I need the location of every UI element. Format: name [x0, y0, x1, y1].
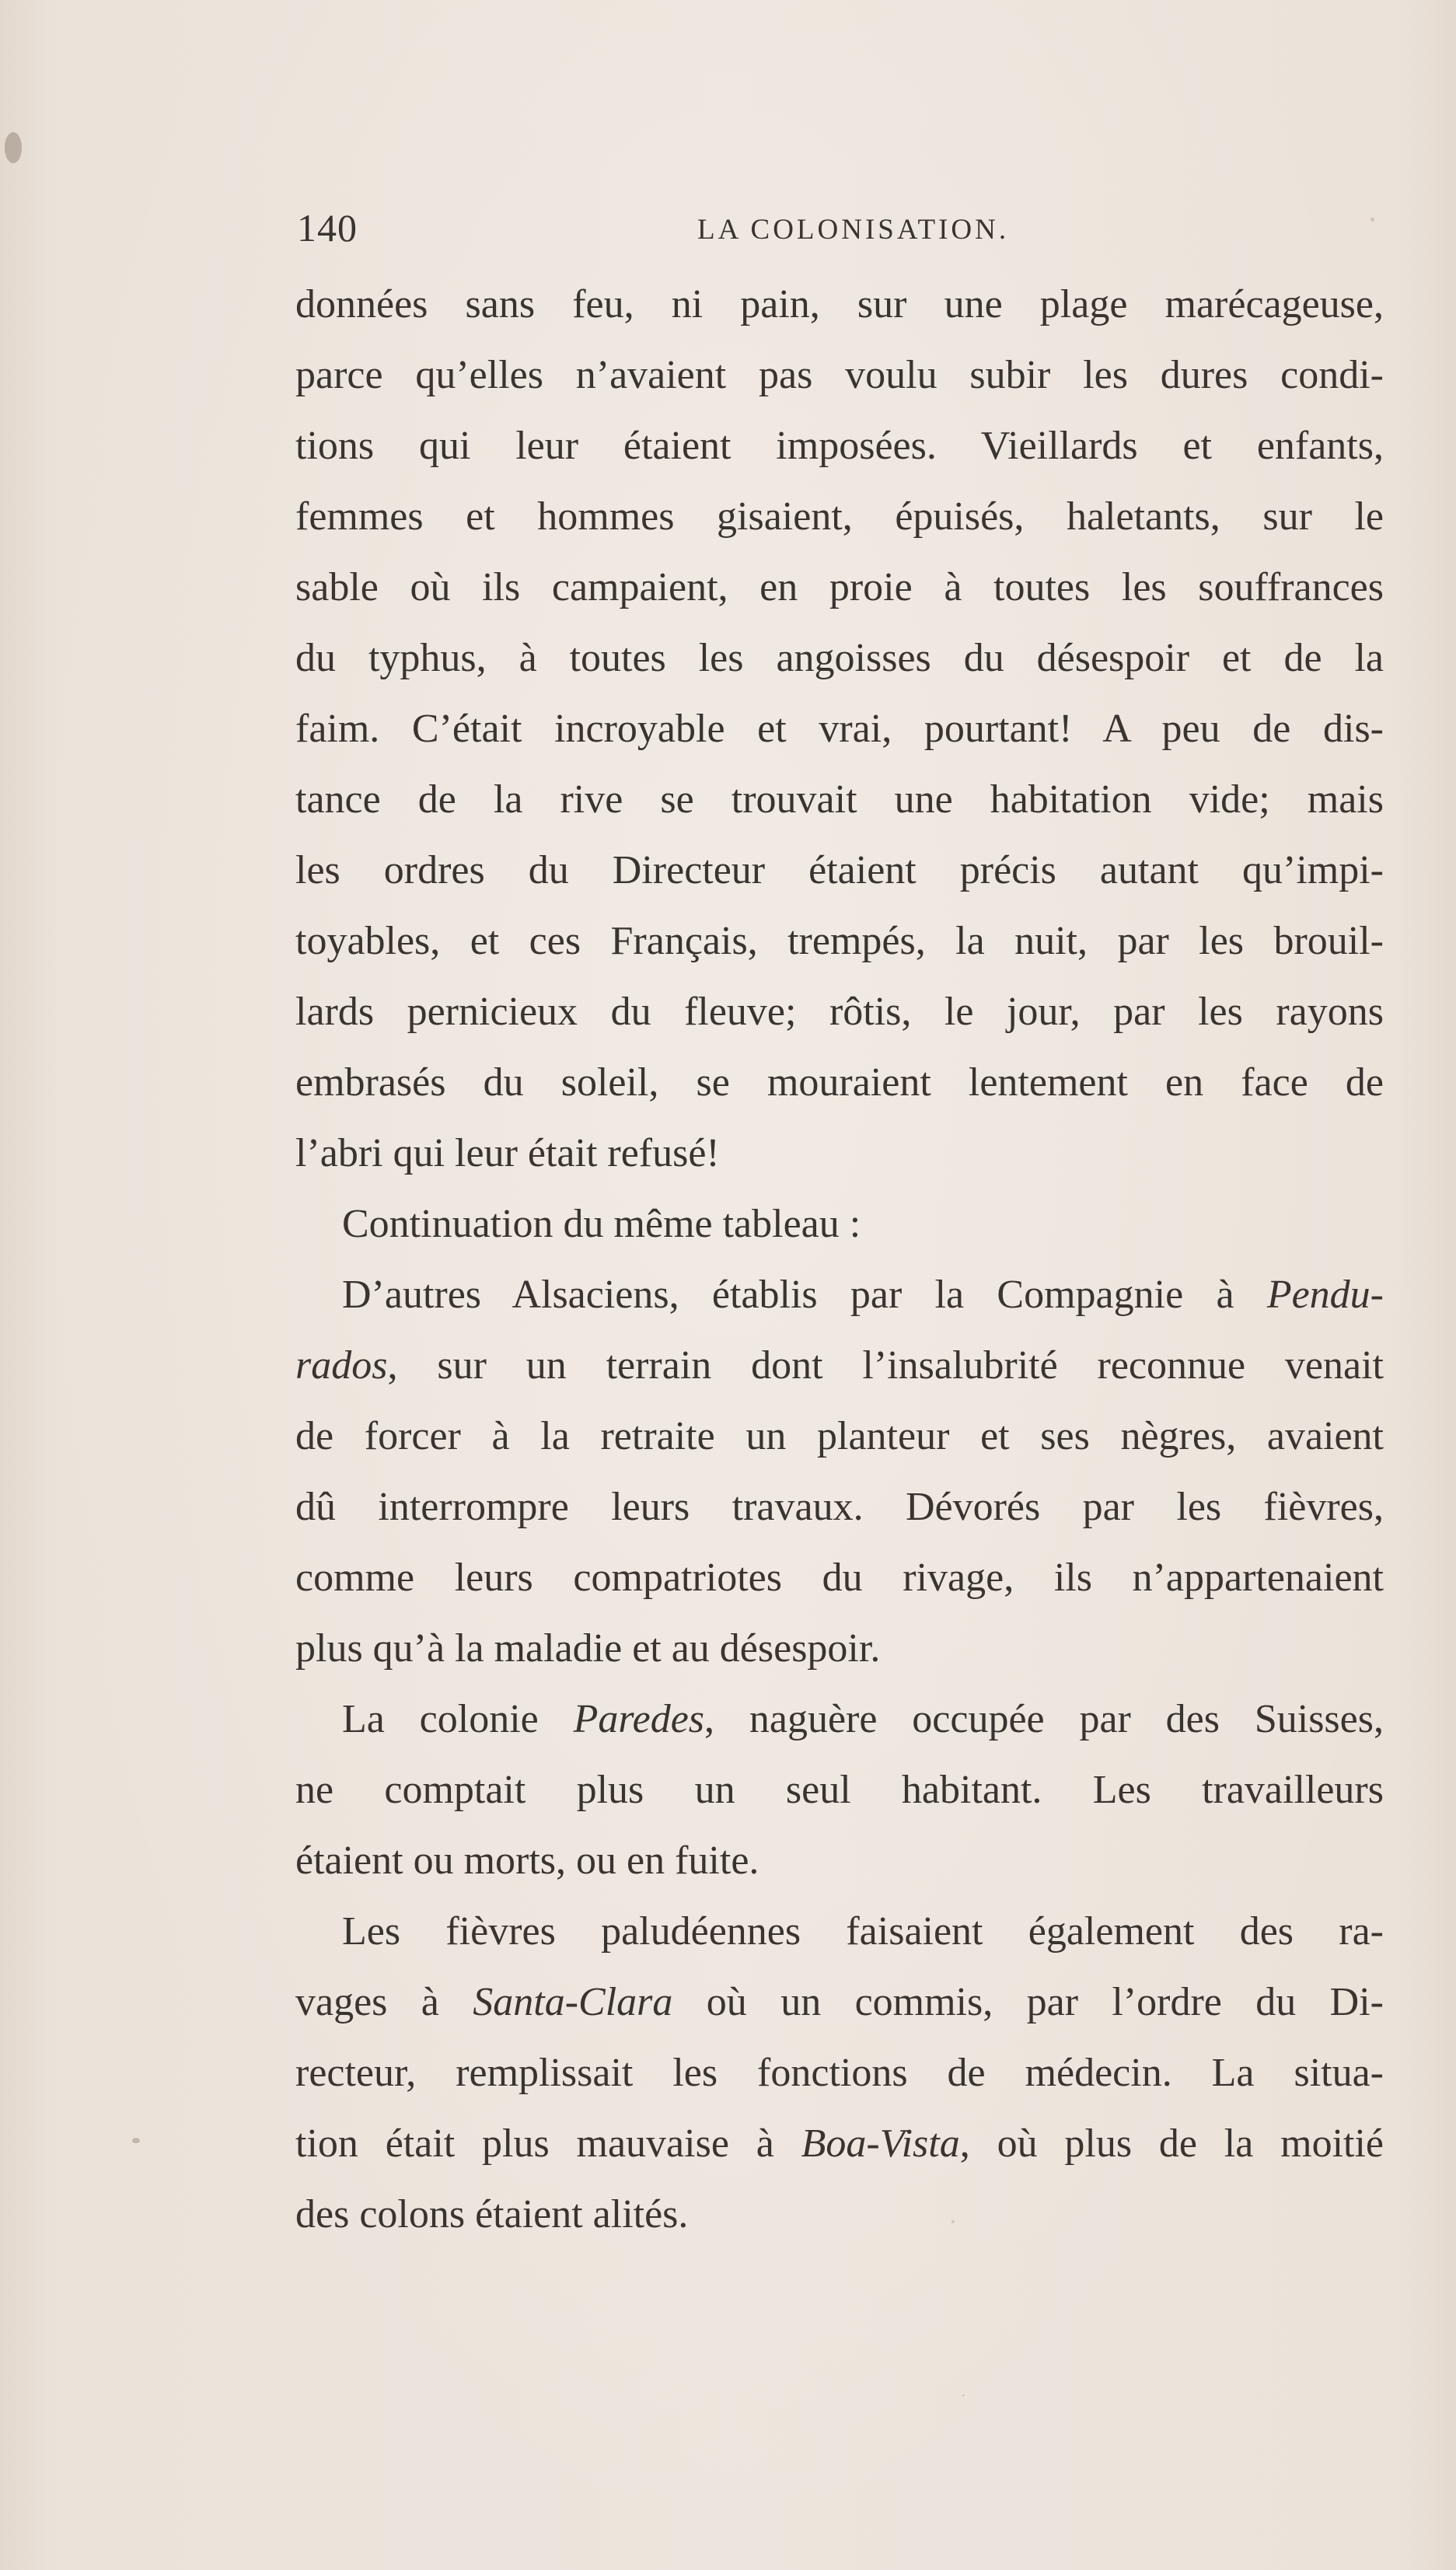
text-line: tion était plus mauvaise à Boa-Vista, où plus de la moitié	[295, 2121, 1384, 2166]
text-line: Continuation du même tableau :	[342, 1202, 861, 1246]
text-line: tance de la rive se trouvait une habitation vide; mais	[295, 777, 1384, 822]
text-line: données sans feu, ni pain, sur une plage marécageuse,	[295, 282, 1384, 326]
body-text	[295, 269, 1384, 2250]
text-line: dû interrompre leurs travaux. Dévorés par les fièvres,	[295, 1485, 1384, 1529]
text-line: vages à Santa-Clara où un commis, par l’ordre du Di-	[295, 1980, 1384, 2024]
place-name: Boa-Vista	[801, 2121, 960, 2166]
ink-spot	[132, 2138, 140, 2143]
text-line: embrasés du soleil, se mouraient lentement en face de	[295, 1060, 1384, 1105]
running-head: LA COLONISATION.	[697, 214, 1010, 246]
page-number: 140	[297, 206, 358, 250]
text-line: comme leurs compatriotes du rivage, ils n’appartenaient	[295, 1556, 1384, 1600]
text-line: recteur, remplissait les fonctions de médecin. La situa-	[295, 2051, 1384, 2095]
text-line: faim. C’était incroyable et vrai, pourtant! A peu de dis-	[295, 707, 1384, 751]
text-line: tions qui leur étaient imposées. Vieillards et enfants,	[295, 424, 1384, 468]
text-line: étaient ou morts, ou en fuite.	[295, 1838, 759, 1883]
text-line: plus qu’à la maladie et au désespoir.	[295, 1626, 881, 1671]
text-line: rados, sur un terrain dont l’insalubrité reconnue venait	[295, 1343, 1384, 1388]
ink-spot	[962, 2394, 965, 2397]
place-name: Pendu-	[1266, 1273, 1384, 1317]
text-line: femmes et hommes gisaient, épuisés, haletants, sur le	[295, 494, 1384, 539]
text-line: de forcer à la retraite un planteur et ses nègres, avaient	[295, 1414, 1384, 1458]
text-line: parce qu’elles n’avaient pas voulu subir les dures condi-	[295, 353, 1384, 397]
page-header	[297, 201, 1385, 255]
ink-spot	[5, 132, 22, 163]
text-line: l’abri qui leur était refusé!	[295, 1131, 720, 1175]
text-line: D’autres Alsaciens, établis par la Compagnie à Pendu-	[342, 1273, 1384, 1317]
text-line: lards pernicieux du fleuve; rôtis, le jour, par les rayons	[295, 990, 1384, 1034]
text-line: les ordres du Directeur étaient précis autant qu’impi-	[295, 848, 1384, 892]
text-line: sable où ils campaient, en proie à toutes les souffrances	[295, 565, 1384, 609]
text-line: ne comptait plus un seul habitant. Les travailleurs	[295, 1768, 1384, 1812]
text-line: toyables, et ces Français, trempés, la nuit, par les brouil-	[295, 919, 1384, 963]
place-name: Paredes	[573, 1697, 705, 1741]
text-line: Les fièvres paludéennes faisaient également des ra-	[342, 1909, 1384, 1954]
place-name: Santa-Clara	[473, 1980, 673, 2024]
place-name: rados	[295, 1343, 388, 1388]
text-line: La colonie Paredes, naguère occupée par des Suisses,	[342, 1697, 1384, 1741]
text-line: du typhus, à toutes les angoisses du désespoir et de la	[295, 636, 1384, 680]
text-line: des colons étaient alités.	[295, 2192, 689, 2237]
